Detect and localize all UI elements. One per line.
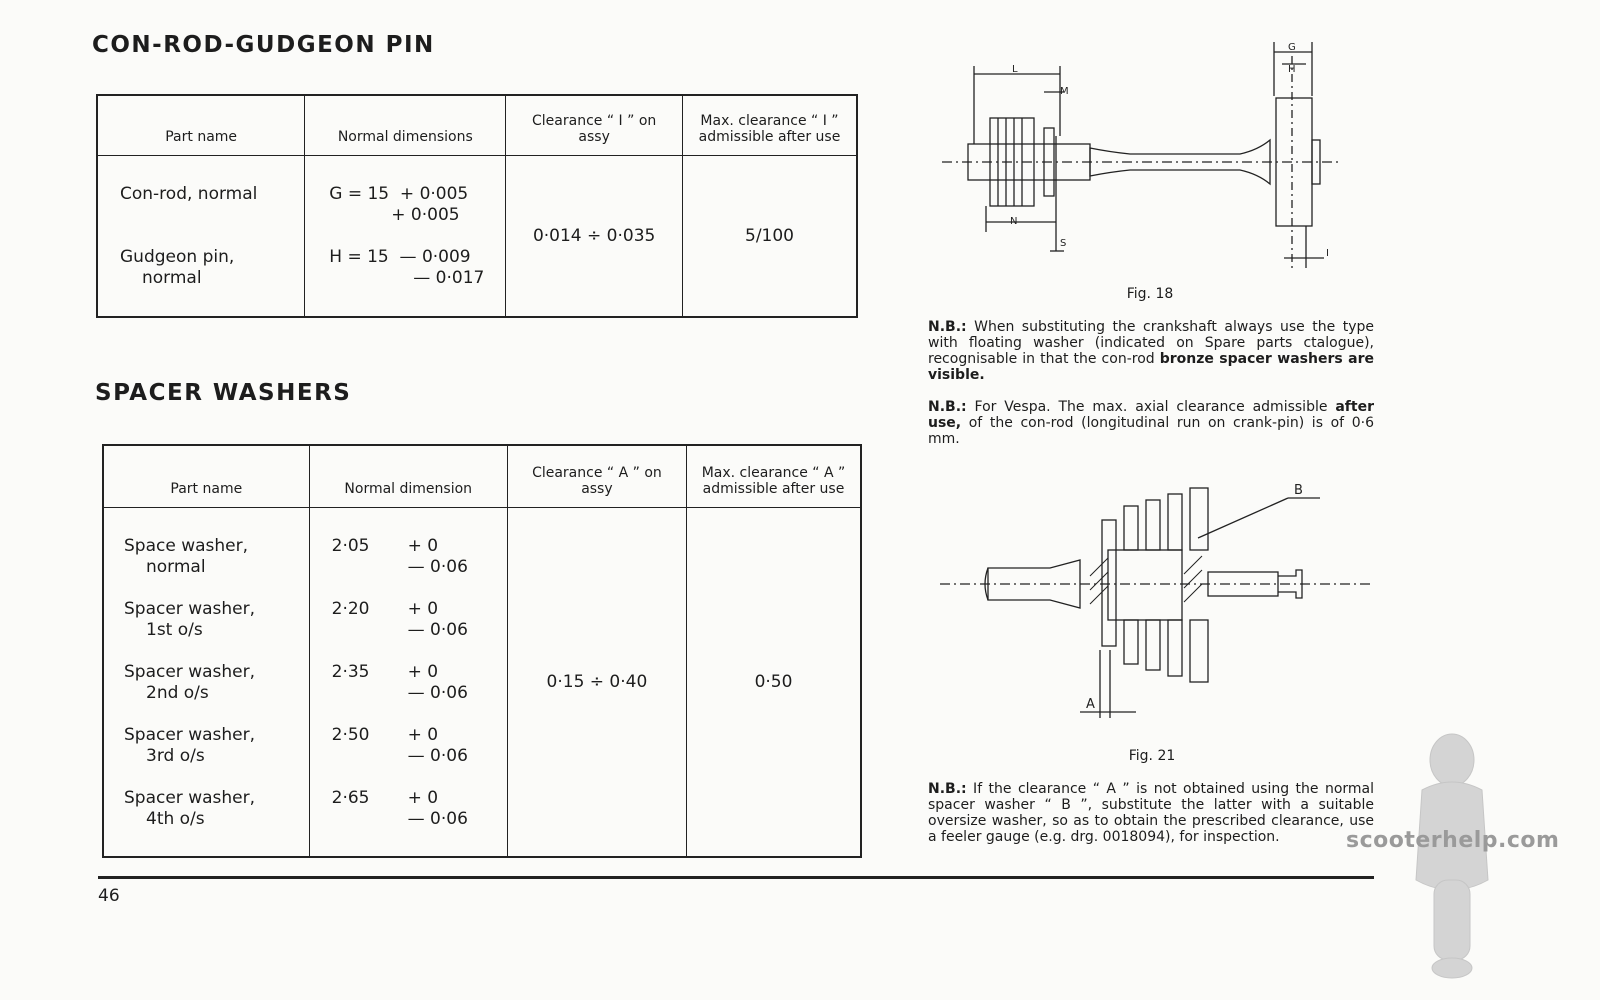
part-name bbox=[120, 247, 304, 289]
fig21-caption: Fig. 21 bbox=[1128, 748, 1176, 764]
part-name-line1: Spacer washer, bbox=[124, 787, 256, 808]
part-name-line1: Gudgeon pin, bbox=[120, 246, 235, 267]
nb-label: N.B.: bbox=[928, 781, 967, 797]
label-H: H bbox=[1288, 64, 1296, 75]
nb-label: N.B.: bbox=[928, 399, 967, 415]
dimension-value: 2·35 bbox=[331, 661, 370, 682]
part-name-line2: 1st o/s bbox=[146, 619, 203, 640]
part-name-row bbox=[124, 536, 309, 578]
nb-text: For Vespa. The max. axial clearance admissible bbox=[966, 399, 1336, 415]
tolerance-plus: + 0 bbox=[407, 787, 439, 808]
header-normal-dimensions: Normal dimensions bbox=[305, 95, 506, 155]
nb-crankshaft bbox=[928, 319, 1374, 383]
header-part-name: Part name bbox=[97, 95, 305, 155]
header-part-name: Part name bbox=[103, 445, 309, 507]
tolerance-plus: + 0 bbox=[407, 661, 439, 682]
nb-clearance-a bbox=[928, 781, 1374, 845]
nb-bold-text: after use, bbox=[928, 399, 1374, 431]
tolerance-plus: + 0 bbox=[407, 724, 439, 745]
part-name-line1: Con-rod, normal bbox=[120, 183, 258, 204]
tolerance-plus: + 0 bbox=[407, 535, 439, 556]
dimension-row bbox=[332, 725, 507, 767]
header-max-clearance bbox=[683, 95, 858, 155]
tolerance-plus: + 0 bbox=[407, 598, 439, 619]
tolerance-minus: — 0·06 bbox=[407, 619, 468, 640]
section-title-spacer-washers: SPACER WASHERS bbox=[95, 380, 352, 406]
part-name-line1: Spacer washer, bbox=[124, 661, 256, 682]
tolerance-minus: — 0·06 bbox=[407, 556, 468, 577]
label-S: S bbox=[1060, 238, 1067, 249]
tolerance bbox=[408, 536, 468, 578]
part-name-row bbox=[124, 662, 309, 704]
part-name-row bbox=[124, 725, 309, 767]
part-name-line1: Space washer, bbox=[124, 535, 249, 556]
label-L: L bbox=[1012, 64, 1018, 75]
clearance-value: 0·014 ÷ 0·035 bbox=[506, 155, 683, 317]
fig18-caption: Fig. 18 bbox=[1126, 286, 1174, 302]
fig18-drawing bbox=[940, 36, 1360, 276]
tolerance bbox=[408, 662, 468, 704]
dimension-value: 2·05 bbox=[331, 535, 370, 556]
header-max-clearance-text: Max. clearance “ I ” admissible after use bbox=[698, 112, 841, 145]
scooter-watermark-icon bbox=[1392, 730, 1512, 980]
label-G: G bbox=[1288, 42, 1296, 53]
con-rod-table bbox=[96, 94, 858, 318]
spacer-washers-table bbox=[102, 444, 862, 858]
label-N: N bbox=[1010, 216, 1018, 227]
dimension-line1: H = 15 — 0·009 bbox=[329, 246, 471, 267]
tolerance-minus: — 0·06 bbox=[407, 808, 468, 829]
label-A: A bbox=[1086, 697, 1095, 712]
fig21-drawing bbox=[940, 480, 1380, 730]
header-max-clearance-text: Max. clearance “ A ” admissible after use bbox=[701, 464, 846, 497]
part-name-cell bbox=[97, 155, 305, 317]
header-clearance-text: Clearance “ A ” on assy bbox=[532, 464, 662, 497]
part-name-line2: 3rd o/s bbox=[146, 745, 205, 766]
label-B: B bbox=[1294, 483, 1303, 498]
header-clearance bbox=[507, 445, 686, 507]
part-name-line1: Spacer washer, bbox=[124, 598, 256, 619]
part-name-line1: Spacer washer, bbox=[124, 724, 256, 745]
part-name-row bbox=[124, 788, 309, 830]
dimension-gudgeon-pin bbox=[329, 247, 505, 289]
dimension-value: 2·65 bbox=[331, 787, 370, 808]
header-max-clearance bbox=[687, 445, 862, 507]
dimension-line2: + 0·005 bbox=[391, 204, 460, 225]
watermark-text: scooterhelp.com bbox=[1346, 828, 1560, 853]
part-name-line2: 2nd o/s bbox=[146, 682, 209, 703]
tolerance bbox=[408, 788, 468, 830]
header-clearance-text: Clearance “ I ” on assy bbox=[532, 112, 657, 145]
dimension-row bbox=[332, 536, 507, 578]
dimension-row bbox=[332, 788, 507, 830]
part-name-line2: normal bbox=[146, 556, 206, 577]
nb-vespa bbox=[928, 399, 1374, 447]
tolerance bbox=[408, 725, 468, 767]
part-name-row bbox=[124, 599, 309, 641]
part-name bbox=[120, 184, 304, 205]
dimension-line1: G = 15 + 0·005 bbox=[329, 183, 469, 204]
dimension-cell bbox=[305, 155, 506, 317]
max-clearance-value: 5/100 bbox=[745, 225, 794, 246]
part-name-cell bbox=[103, 507, 309, 857]
clearance-value: 0·15 ÷ 0·40 bbox=[507, 507, 686, 857]
dimension-row bbox=[332, 662, 507, 704]
dimension-value: 2·20 bbox=[331, 598, 370, 619]
dimension-value: 2·50 bbox=[331, 724, 370, 745]
page-number: 46 bbox=[98, 886, 120, 906]
nb-text: If the clearance “ A ” is not obtained using the normal spacer washer “ B ”, substitute the latter with a suitable oversize washer, so as to obtain the prescribed clearance, use a feeler gauge (e.g. drg. 0018094), for inspection. bbox=[928, 781, 1374, 845]
label-I: I bbox=[1326, 248, 1329, 259]
header-normal-dimension: Normal dimension bbox=[309, 445, 507, 507]
dimension-row bbox=[332, 599, 507, 641]
dimension-line2: — 0·017 bbox=[413, 267, 485, 288]
footer-rule bbox=[98, 876, 1374, 879]
tolerance-minus: — 0·06 bbox=[407, 745, 468, 766]
nb-bold-text: bronze spacer washers are visible. bbox=[928, 351, 1374, 383]
tolerance bbox=[408, 599, 468, 641]
max-clearance-value: 0·50 bbox=[754, 671, 793, 692]
part-name-line2: normal bbox=[142, 267, 202, 288]
header-clearance bbox=[506, 95, 683, 155]
tolerance-minus: — 0·06 bbox=[407, 682, 468, 703]
section-title-con-rod: CON-ROD-GUDGEON PIN bbox=[92, 32, 435, 58]
part-name-line2: 4th o/s bbox=[146, 808, 205, 829]
nb-text-2: of the con-rod (longitudinal run on crank-pin) is of 0·6 mm. bbox=[928, 415, 1374, 447]
crank-web bbox=[1108, 550, 1182, 620]
nb-label: N.B.: bbox=[928, 319, 967, 335]
dimension-cell bbox=[309, 507, 507, 857]
nb-text: When substituting the crankshaft always use the type with floating washer (indicated on Spare parts ctalogue), recognisable in that the con-rod bbox=[928, 319, 1374, 367]
dimension-con-rod bbox=[329, 184, 505, 226]
label-M: M bbox=[1060, 86, 1069, 97]
